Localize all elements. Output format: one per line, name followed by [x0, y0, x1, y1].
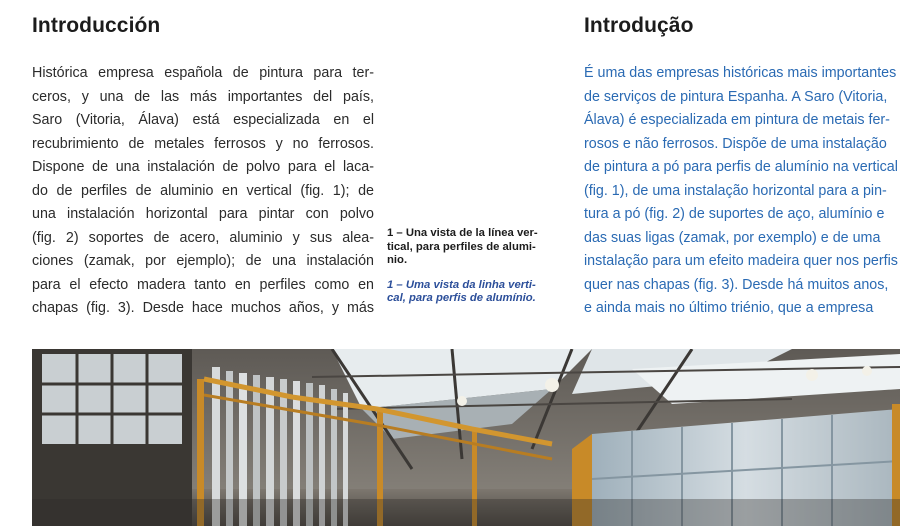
spanish-line: (fig. 2) soportes de acero, aluminio y sus alea-	[32, 229, 374, 246]
spanish-line: recubrimiento de metales ferrosos y no ferrosos.	[32, 135, 374, 152]
portuguese-line: Álava) é especializada em pintura de metais fer-	[584, 112, 890, 128]
caption-line: tical, para perfiles de alumi-	[387, 240, 536, 253]
spanish-figure-caption	[387, 227, 573, 268]
portuguese-figure-caption	[387, 279, 573, 306]
spanish-line: Histórica empresa española de pintura para ter-	[32, 65, 374, 81]
caption-line: 1 – Uma vista da linha verti-	[387, 278, 536, 291]
spanish-line: una instalación horizontal para pintar con polvo	[32, 206, 374, 222]
portuguese-line: de pintura a pó para perfis de alumínio na vertical	[584, 159, 898, 175]
spanish-line: Saro (Vitoria, Álava) está especializada en el	[32, 112, 374, 128]
spanish-line: ciones (zamak, por ejemplo); de una instalación	[32, 253, 374, 269]
portuguese-line: rosos e não ferrosos. Dispõe de uma instalação	[584, 135, 887, 152]
factory-photo	[32, 349, 900, 526]
portuguese-line: É uma das empresas históricas mais importantes	[584, 65, 897, 81]
spanish-line: ceros, y una de las más importantes del país,	[32, 88, 374, 105]
caption-line: cal, para perfis de alumínio.	[387, 292, 536, 305]
portuguese-heading: Introdução	[584, 14, 694, 37]
spanish-line: chapas (fig. 3). Desde hace muchos años, y más	[32, 300, 374, 316]
portuguese-line: e ainda mais no último triénio, que a empresa	[584, 300, 874, 316]
spanish-line: do de perfiles de aluminio en vertical (fig. 1); de	[32, 182, 374, 199]
figure-1-captions	[387, 227, 573, 306]
portuguese-line: (fig. 1), de uma instalação horizontal para a pin-	[584, 182, 887, 199]
spanish-body-text	[32, 62, 374, 321]
spanish-line: Dispone de una instalación de polvo para el laca-	[32, 159, 374, 175]
spanish-heading: Introducción	[32, 14, 161, 37]
factory-photo-illustration	[32, 349, 900, 526]
portuguese-body-text	[584, 62, 898, 321]
caption-line: 1 – Una vista de la línea ver-	[387, 227, 538, 239]
caption-line: nio.	[387, 254, 408, 267]
spanish-line: para el efecto madera tanto en perfiles como en	[32, 276, 374, 293]
photo-shadow-overlay	[32, 499, 900, 526]
portuguese-line: de serviços de pintura Espanha. A Saro (Vitoria,	[584, 88, 888, 105]
portuguese-line: quer nas chapas (fig. 3). Desde há muitos anos,	[584, 276, 889, 293]
portuguese-line: tura a pó (fig. 2) de suportes de aço, alumínio e	[584, 206, 885, 222]
portuguese-line: das suas ligas (zamak, por exemplo) e de uma	[584, 229, 881, 246]
portuguese-line: instalação para um efeito madeira quer nos perfis	[584, 253, 898, 269]
